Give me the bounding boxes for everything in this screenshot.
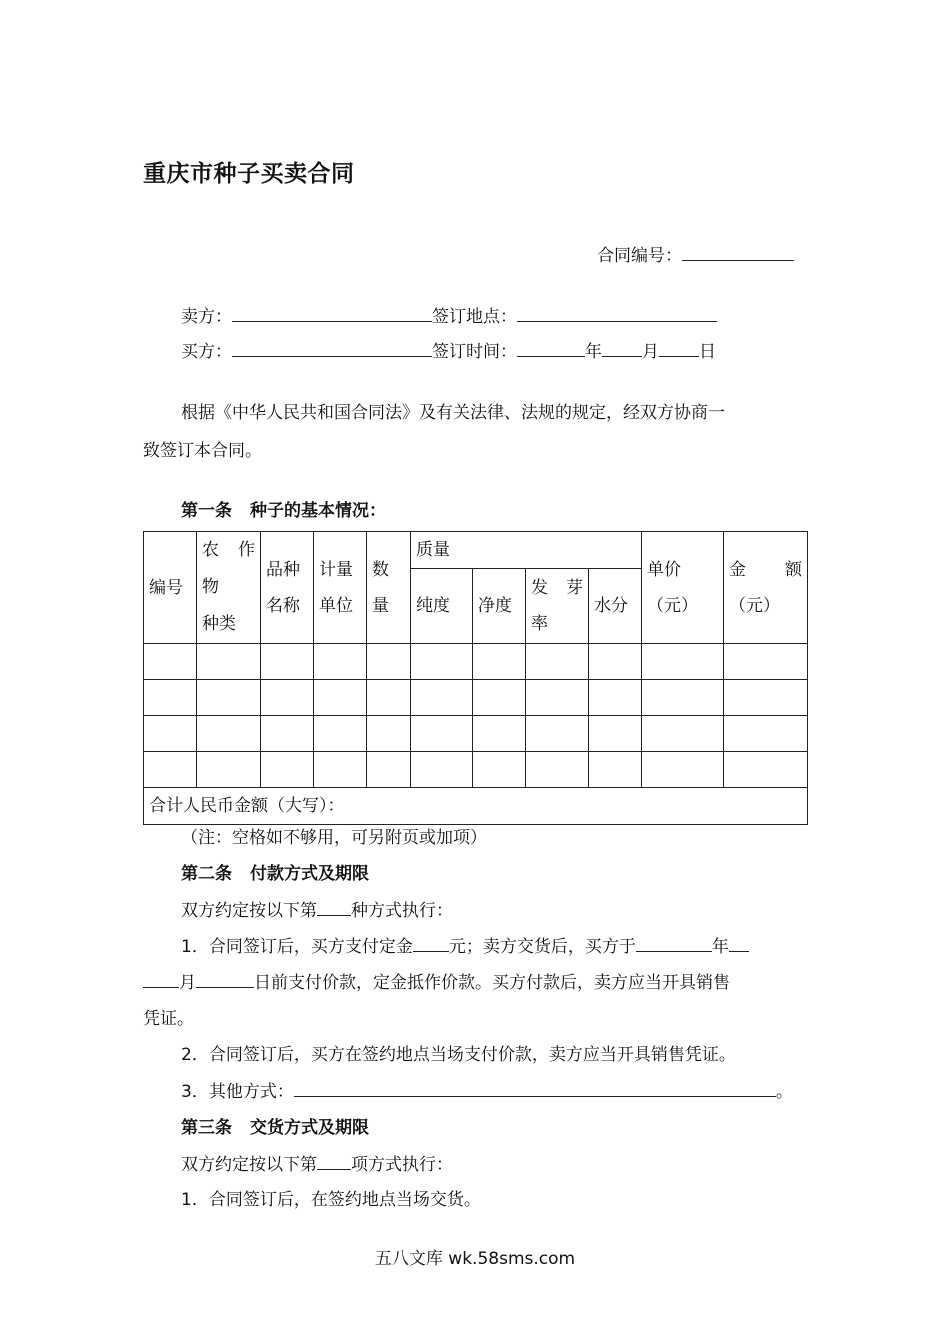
- header-germination-rate: 发 芽 率: [526, 569, 589, 644]
- article-2-intro: 双方约定按以下第 种方式执行：: [181, 901, 453, 921]
- buyer-row: [181, 340, 716, 363]
- header-cleanliness: 净度: [473, 569, 526, 644]
- year-label: 年: [585, 342, 602, 362]
- pay-day-blank[interactable]: [196, 971, 254, 988]
- header-quality: 质量: [411, 532, 642, 569]
- footer-watermark[interactable]: 五八文库 wk.58sms.com: [374, 1249, 576, 1269]
- article-2-title: 付款方式及期限: [250, 864, 369, 884]
- pay-year-blank[interactable]: [636, 935, 712, 952]
- seed-table: [143, 531, 808, 825]
- pay-month-blank[interactable]: [143, 971, 179, 988]
- table-row: [144, 680, 808, 716]
- seller-blank[interactable]: [232, 305, 432, 322]
- article-3-item-1: 1．合同签订后，在签约地点当场交货。: [181, 1190, 481, 1210]
- header-crop-type: 农 作 物 种类: [197, 532, 261, 644]
- pay-month-blank-start[interactable]: [729, 935, 749, 952]
- intro-line-1: 根据《中华人民共和国合同法》及有关法律、法规的规定，经双方协商一: [181, 403, 725, 423]
- article-1-number: 第一条: [181, 501, 232, 521]
- buyer-blank[interactable]: [232, 340, 432, 357]
- table-row: [144, 752, 808, 788]
- payment-option-blank[interactable]: [317, 899, 351, 916]
- table-row: [144, 644, 808, 680]
- article-2-item-2: 2．合同签订后，买方在签约地点当场支付价款，卖方应当开具销售凭证。: [181, 1045, 736, 1065]
- table-row: [144, 716, 808, 752]
- table-total-row: [144, 788, 808, 825]
- other-method-blank[interactable]: [294, 1080, 776, 1097]
- page-title: 重庆市种子买卖合同: [143, 161, 355, 187]
- header-variety-name: 品种 名称: [261, 532, 314, 644]
- year-blank[interactable]: [517, 340, 585, 357]
- contract-number-label: 合同编号：: [597, 246, 682, 266]
- contract-number-blank[interactable]: [682, 244, 794, 261]
- article-2-heading: [181, 863, 369, 885]
- header-quantity: 数 量: [367, 532, 411, 644]
- article-3-heading: [181, 1117, 369, 1139]
- header-moisture: 水分: [589, 569, 642, 644]
- header-amount: 金 额 （元）: [724, 532, 808, 644]
- table-header-row-1: [144, 532, 808, 569]
- article-3-intro: 双方约定按以下第 项方式执行：: [181, 1155, 453, 1175]
- article-1-title: 种子的基本情况：: [250, 501, 386, 521]
- buyer-label: 买方：: [181, 342, 232, 362]
- table-note: （注：空格如不够用，可另附页或加项）: [181, 828, 487, 848]
- sign-place-blank[interactable]: [517, 305, 717, 322]
- article-3-title: 交货方式及期限: [250, 1118, 369, 1138]
- total-amount-label[interactable]: 合计人民币金额（大写）：: [144, 788, 808, 825]
- article-2-number: 第二条: [181, 864, 232, 884]
- article-3-number: 第三条: [181, 1118, 232, 1138]
- seller-label: 卖方：: [181, 307, 232, 327]
- day-blank[interactable]: [659, 340, 699, 357]
- header-unit-price: 单价 （元）: [642, 532, 724, 644]
- article-2-item-1-line-2: 月 日前支付价款，定金抵作价款。买方付款后，卖方应当开具销售: [143, 971, 730, 994]
- contract-number-row: [597, 244, 794, 267]
- article-1-heading: [181, 500, 386, 522]
- day-label: 日: [699, 342, 716, 362]
- seller-row: [181, 305, 717, 328]
- header-unit: 计量 单位: [314, 532, 367, 644]
- month-blank[interactable]: [602, 340, 642, 357]
- header-purity: 纯度: [411, 569, 473, 644]
- article-2-item-3: 3．其他方式： 。: [181, 1082, 793, 1102]
- sign-place-label: 签订地点：: [432, 307, 517, 327]
- sign-time-label: 签订时间：: [432, 342, 517, 362]
- month-label: 月: [642, 342, 659, 362]
- article-2-item-1-line-3: 凭证。: [143, 1009, 194, 1029]
- intro-line-2: 致签订本合同。: [143, 441, 262, 461]
- delivery-option-blank[interactable]: [317, 1153, 351, 1170]
- header-number: 编号: [144, 532, 197, 644]
- deposit-blank[interactable]: [413, 935, 449, 952]
- article-2-item-1-line-1: 1．合同签订后，买方支付定金 元；卖方交货后，买方于 年: [181, 935, 749, 958]
